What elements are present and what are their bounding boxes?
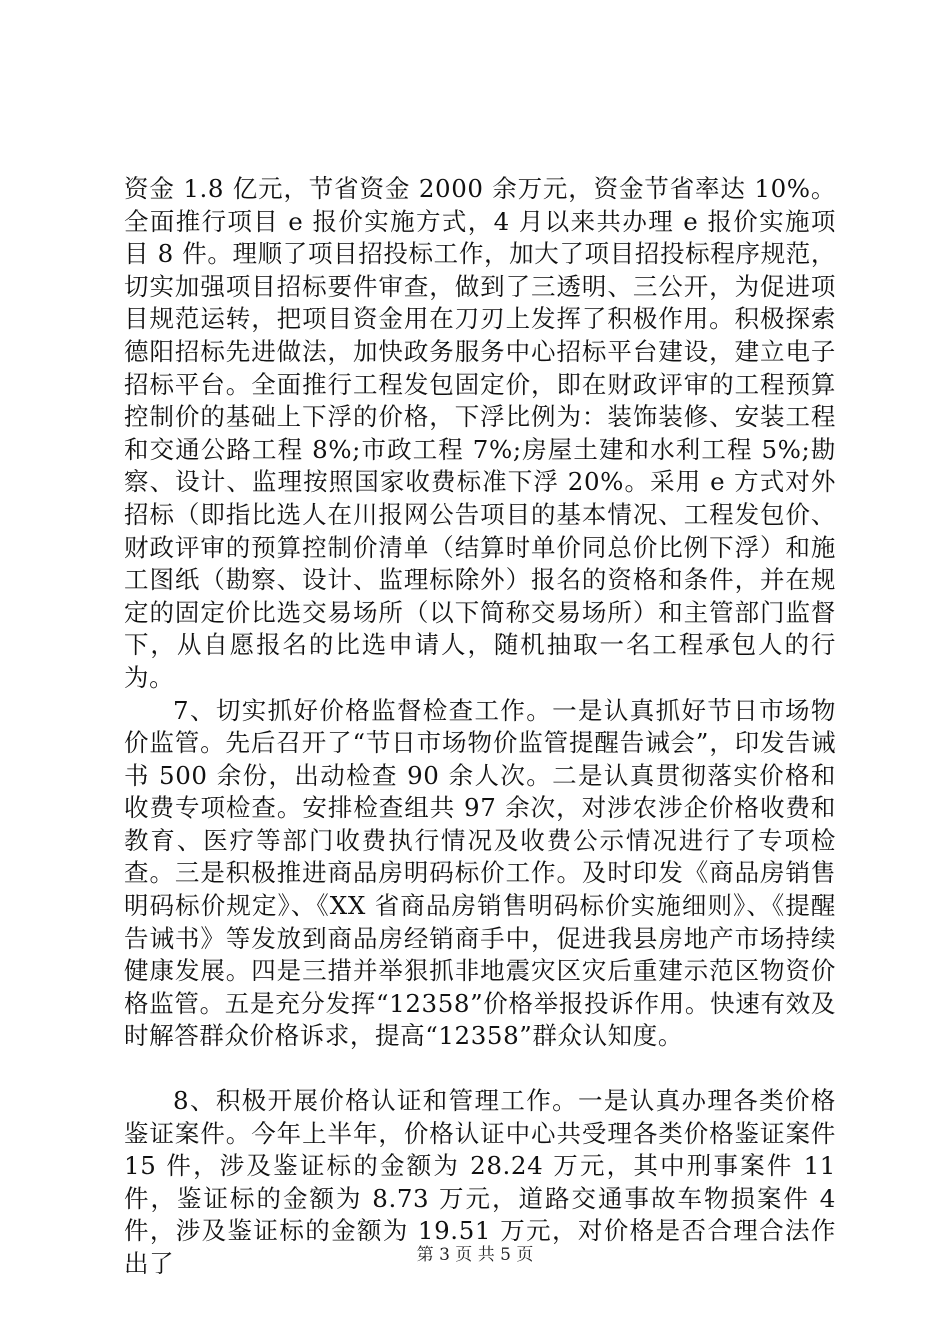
page-number-footer: 第 3 页 共 5 页: [416, 1245, 534, 1265]
paragraph-funds-bidding: 资金 1.8 亿元，节省资金 2000 余万元，资金节省率达 10%。全面推行项目 e 报价实施方式，4 月以来共办理 e 报价实施项目 8 件。理顺了项目招投标工作，加大了项目招投标程序规范，切实加强项目招标要件审查，做到了三透明、三公开，为促进项目规范运转，把项目资金用在刀刃上发挥了积极作用。积极探索德阳招标先进做法，加快政务服务中心招标平台建设，建立电子招标平台。全面推行工程发包固定价，即在财政评审的工程预算控制价的基础上下浮的价格，下浮比例为：装饰装修、安装工程和交通公路工程 8%;市政工程 7%;房屋土建和水利工程 5%;勘察、设计、监理按照国家收费标准下浮 20%。采用 e 方式对外招标（即指比选人在川报网公告项目的基本情况、工程发包价、财政评审的预算控制价清单（结算时单价同总价比例下浮）和施工图纸（勘察、设计、监理标除外）报名的资格和条件，并在规定的固定价比选交易场所（以下简称交易场所）和主管部门监督下，从自愿报名的比选申请人，随机抽取一名工程承包人的行为。: [124, 174, 836, 692]
document-body: [124, 173, 836, 1281]
paragraph-price-supervision: 7、切实抓好价格监督检查工作。一是认真抓好节日市场物价监管。先后召开了“节日市场物价监管提醒告诫会”，印发告诫书 500 余份，出动检查 90 余人次。二是认真贯彻落实价格和收费专项检查。安排检查组共 97 余次，对涉农涉企价格收费和教育、医疗等部门收费执行情况及收费公示情况进行了专项检查。三是积极推进商品房明码标价工作。及时印发《商品房销售明码标价规定》、《XX 省商品房销售明码标价实施细则》、《提醒告诫书》等发放到商品房经销商手中，促进我县房地产市场持续健康发展。四是三措并举狠抓非地震灾区灾后重建示范区物资价格监管。五是充分发挥“12358”价格举报投诉作用。快速有效及时解答群众价格诉求，提高“12358”群众认知度。: [124, 695, 836, 1051]
paragraph-gap: [124, 1053, 836, 1085]
paragraph-price-certification: 8、积极开展价格认证和管理工作。一是认真办理各类价格鉴证案件。今年上半年，价格认证中心共受理各类价格鉴证案件 15 件，涉及鉴证标的金额为 28.24 万元，其中刑事案件 11 件，鉴证标的金额为 8.73 万元，道路交通事故车物损案件 4 件，涉及鉴证标的金额为 19.51 万元，对价格是否合理合法作出了: [124, 1086, 836, 1278]
